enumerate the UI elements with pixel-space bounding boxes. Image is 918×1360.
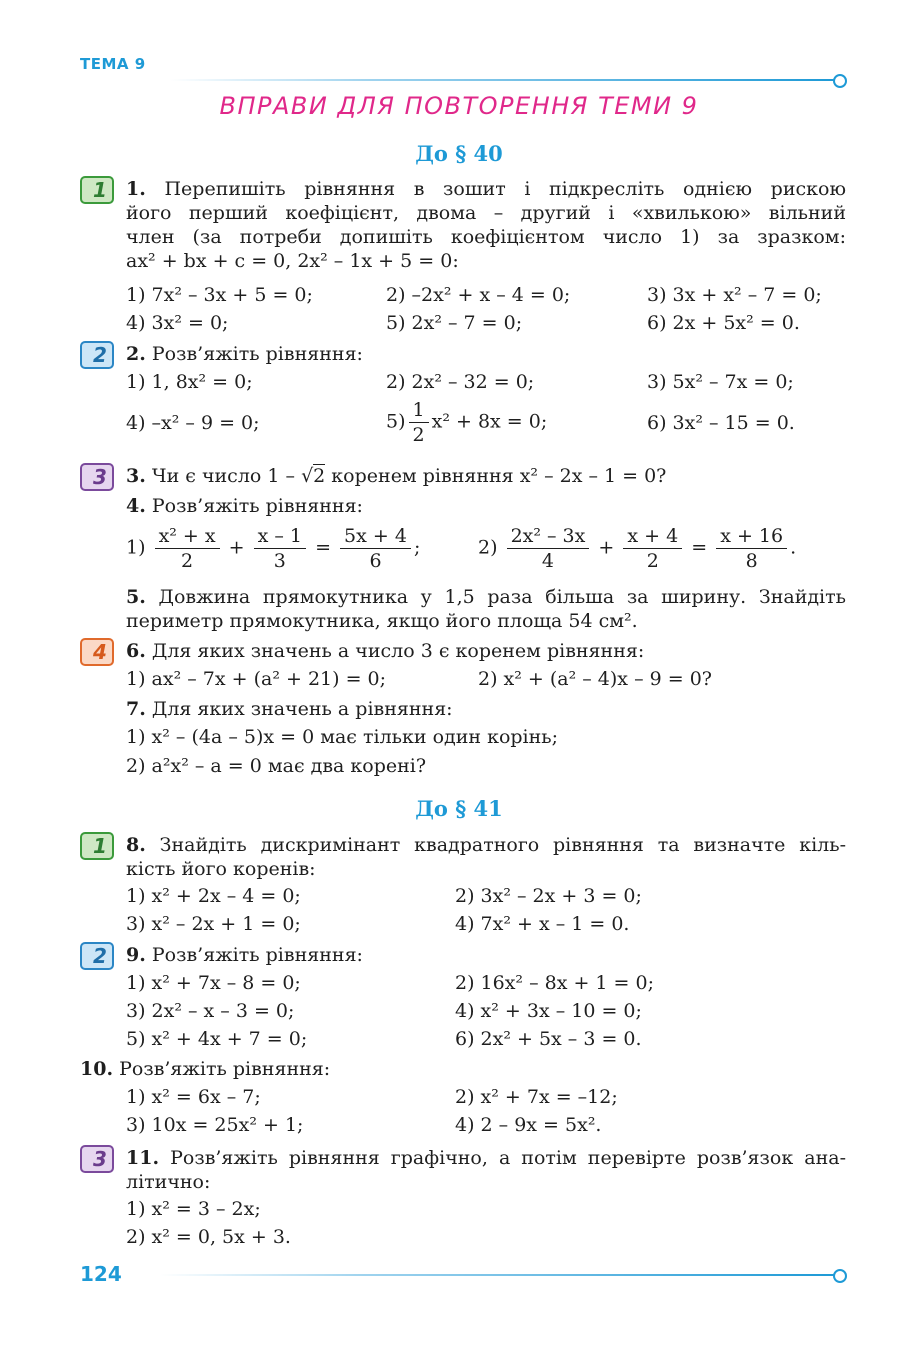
ex1-item-1: 1) 7x² – 3x + 5 = 0; bbox=[126, 284, 313, 306]
fraction bbox=[155, 524, 220, 573]
ex7-number: 7. bbox=[126, 698, 146, 720]
ex10-item-3: 3) 10x = 25x² + 1; bbox=[126, 1114, 304, 1136]
ex1-line-2: його перший коефіцієнт, двома – другий і «хвилькою» вільний bbox=[126, 202, 846, 224]
fraction-denominator: 4 bbox=[541, 550, 555, 572]
terminator: . bbox=[790, 536, 797, 559]
ex2-item-5-label: 5) bbox=[386, 410, 406, 433]
ex1-number: 1. bbox=[126, 178, 146, 200]
fraction-numerator: x² + x bbox=[155, 524, 220, 549]
ex10-heading bbox=[80, 1058, 800, 1081]
ex8-item-3: 3) x² – 2x + 1 = 0; bbox=[126, 913, 301, 935]
ex1-line-3: член (за потреби допишіть коефіцієнтом число 1) за зразком: bbox=[126, 226, 846, 248]
level-1-icon: 1 bbox=[80, 832, 114, 860]
ex5-line-1 bbox=[126, 586, 846, 609]
ex9-heading bbox=[126, 944, 846, 967]
footer-rule-end-icon bbox=[833, 1269, 847, 1283]
ex8-line-2: кість його коренів: bbox=[126, 858, 316, 880]
page-title: ВПРАВИ ДЛЯ ПОВТОРЕННЯ ТЕМИ 9 bbox=[219, 92, 699, 120]
ex11-line-1 bbox=[126, 1147, 846, 1170]
ex2-item-1: 1) 1, 8x² = 0; bbox=[126, 371, 253, 393]
ex8-item-4: 4) 7x² + x – 1 = 0. bbox=[455, 913, 630, 935]
ex2-item-5-rest: x² + 8x = 0; bbox=[431, 410, 548, 433]
fraction-denominator: 2 bbox=[181, 550, 194, 572]
ex10-item-2: 2) x² + 7x = –12; bbox=[455, 1086, 618, 1108]
fraction-denominator: 8 bbox=[745, 550, 758, 572]
ex2-heading bbox=[126, 343, 846, 366]
operator: + bbox=[598, 536, 615, 559]
level-1-icon: 1 bbox=[80, 176, 114, 204]
ex9-item-3: 3) 2x² – x – 3 = 0; bbox=[126, 1000, 295, 1022]
ex1-item-3: 3) 3x + x² – 7 = 0; bbox=[647, 284, 822, 306]
operator: = bbox=[315, 536, 331, 559]
ex6-item-2: 2) x² + (a² – 4)x – 9 = 0? bbox=[478, 668, 712, 690]
ex9-text: Розв’яжіть рівняння: bbox=[151, 944, 363, 966]
ex4-equation-2 bbox=[478, 524, 796, 573]
section-heading-41: До § 41 bbox=[415, 796, 503, 821]
fraction-denominator: 3 bbox=[273, 550, 286, 572]
ex2-text: Розв’яжіть рівняння: bbox=[151, 343, 363, 365]
footer-rule bbox=[160, 1274, 834, 1276]
ex8-line-1 bbox=[126, 834, 846, 857]
ex3-sqrt-value: 2 bbox=[313, 465, 326, 487]
ex7-item-2: 2) a²x² – a = 0 має два корені? bbox=[126, 755, 427, 777]
ex2-item-5-fraction bbox=[409, 398, 429, 447]
ex3-text-a: Чи є число 1 – bbox=[151, 465, 296, 487]
ex8-number: 8. bbox=[126, 834, 146, 856]
ex2-item-4: 4) –x² – 9 = 0; bbox=[126, 412, 260, 434]
terminator: ; bbox=[413, 536, 421, 559]
header-rule bbox=[170, 79, 834, 81]
ex10-item-4: 4) 2 – 9x = 5x². bbox=[455, 1114, 602, 1136]
level-3-icon: 3 bbox=[80, 463, 114, 491]
ex9-item-1: 1) x² + 7x – 8 = 0; bbox=[126, 972, 301, 994]
level-2-icon: 2 bbox=[80, 942, 114, 970]
ex11-number: 11. bbox=[126, 1147, 160, 1169]
ex9-number: 9. bbox=[126, 944, 146, 966]
ex4-heading bbox=[126, 495, 846, 518]
ex10-text: Розв’яжіть рівняння: bbox=[119, 1058, 331, 1080]
ex2-item-3: 3) 5x² – 7x = 0; bbox=[647, 371, 794, 393]
ex1-item-4: 4) 3x² = 0; bbox=[126, 312, 229, 334]
ex4-eq1-label: 1) bbox=[126, 536, 146, 559]
section-heading-40: До § 40 bbox=[415, 141, 503, 166]
fraction-denominator: 6 bbox=[369, 550, 382, 572]
level-4-icon: 4 bbox=[80, 638, 114, 666]
fraction-numerator: x + 16 bbox=[716, 524, 787, 549]
fraction bbox=[254, 524, 306, 573]
ex4-equation-1 bbox=[126, 524, 420, 573]
ex10-number: 10. bbox=[80, 1058, 114, 1080]
ex7-heading bbox=[126, 698, 846, 721]
fraction-denominator: 2 bbox=[646, 550, 659, 572]
ex2-item-6: 6) 3x² – 15 = 0. bbox=[647, 412, 795, 434]
ex2-item-2: 2) 2x² – 32 = 0; bbox=[386, 371, 535, 393]
ex6-heading bbox=[126, 640, 846, 663]
ex2-item-5 bbox=[386, 398, 547, 447]
ex3-number: 3. bbox=[126, 465, 146, 487]
ex1-line-1 bbox=[126, 178, 846, 201]
fraction-numerator: x + 4 bbox=[623, 524, 682, 549]
fraction bbox=[623, 524, 682, 573]
ex9-item-6: 6) 2x² + 5x – 3 = 0. bbox=[455, 1028, 642, 1050]
ex9-item-2: 2) 16x² – 8x + 1 = 0; bbox=[455, 972, 655, 994]
page-number: 124 bbox=[80, 1262, 122, 1286]
ex1-text-1: Перепишіть рівняння в зошит і підкресліть однією рискою bbox=[164, 178, 846, 200]
ex6-text: Для яких значень a число 3 є коренем рівняння: bbox=[151, 640, 645, 662]
ex1-item-5: 5) 2x² – 7 = 0; bbox=[386, 312, 523, 334]
ex3-line bbox=[126, 465, 846, 488]
ex2-number: 2. bbox=[126, 343, 146, 365]
ex7-item-1: 1) x² – (4a – 5)x = 0 має тільки один корінь; bbox=[126, 726, 559, 748]
fraction-numerator: 2x² – 3x bbox=[507, 524, 590, 549]
fraction bbox=[507, 524, 590, 573]
ex9-item-4: 4) x² + 3x – 10 = 0; bbox=[455, 1000, 642, 1022]
fraction-numerator: 1 bbox=[409, 398, 429, 423]
ex5-text-1: Довжина прямокутника у 1,5 раза більша за ширину. Знайдіть bbox=[158, 586, 846, 608]
ex11-text-1: Розв’яжіть рівняння графічно, а потім перевірте розв’язок ана- bbox=[170, 1147, 846, 1169]
ex6-item-1: 1) ax² – 7x + (a² + 21) = 0; bbox=[126, 668, 387, 690]
ex7-text: Для яких значень a рівняння: bbox=[151, 698, 453, 720]
ex9-item-5: 5) x² + 4x + 7 = 0; bbox=[126, 1028, 308, 1050]
sqrt-icon: √ bbox=[301, 465, 314, 487]
ex8-text-1: Знайдіть дискримінант квадратного рівняння та визначте кіль- bbox=[159, 834, 846, 856]
ex11-item-2: 2) x² = 0, 5x + 3. bbox=[126, 1226, 291, 1248]
operator: + bbox=[228, 536, 245, 559]
ex6-number: 6. bbox=[126, 640, 146, 662]
ex1-item-6: 6) 2x + 5x² = 0. bbox=[647, 312, 800, 334]
ex3-text-b: коренем рівняння x² – 2x – 1 = 0? bbox=[325, 465, 667, 487]
fraction-numerator: x – 1 bbox=[254, 524, 306, 549]
fraction-numerator: 5x + 4 bbox=[340, 524, 411, 549]
ex8-item-1: 1) x² + 2x – 4 = 0; bbox=[126, 885, 301, 907]
ex4-eq2-label: 2) bbox=[478, 536, 498, 559]
topic-label: ТЕМА 9 bbox=[80, 55, 146, 73]
ex4-number: 4. bbox=[126, 495, 146, 517]
ex11-line-2: літично: bbox=[126, 1171, 211, 1193]
operator: = bbox=[691, 536, 708, 559]
ex5-line-2: периметр прямокутника, якщо його площа 54 см². bbox=[126, 610, 638, 632]
ex11-item-1: 1) x² = 3 – 2x; bbox=[126, 1198, 261, 1220]
ex8-item-2: 2) 3x² – 2x + 3 = 0; bbox=[455, 885, 642, 907]
fraction bbox=[716, 524, 787, 573]
header-rule-end-icon bbox=[833, 74, 847, 88]
level-3-icon: 3 bbox=[80, 1145, 114, 1173]
ex10-item-1: 1) x² = 6x – 7; bbox=[126, 1086, 261, 1108]
ex4-text: Розв’яжіть рівняння: bbox=[151, 495, 363, 517]
ex1-item-2: 2) –2x² + x – 4 = 0; bbox=[386, 284, 571, 306]
level-2-icon: 2 bbox=[80, 341, 114, 369]
ex5-number: 5. bbox=[126, 586, 146, 608]
fraction-denominator: 2 bbox=[412, 424, 425, 446]
ex1-sample: ax² + bx + c = 0, 2x² – 1x + 5 = 0: bbox=[126, 250, 459, 272]
fraction bbox=[340, 524, 411, 573]
